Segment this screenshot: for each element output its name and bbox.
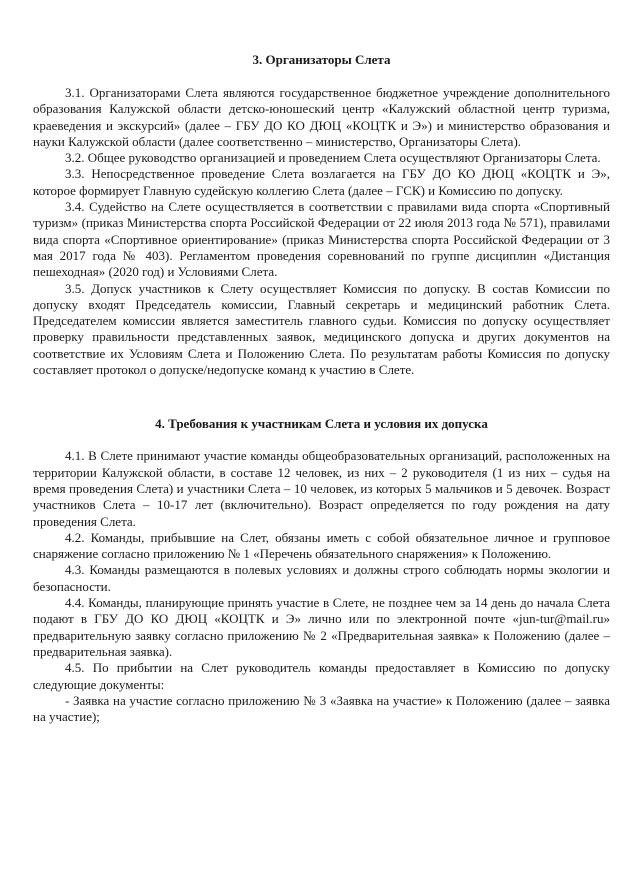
paragraph-3-3: 3.3. Непосредственное проведение Слета возлагается на ГБУ ДО КО ДЮЦ «КОЦТК и Э», которое формирует Главную судейскую коллегию Слета (далее – ГСК) и Комиссию по допуску. (33, 166, 610, 198)
paragraph-4-1: 4.1. В Слете принимают участие команды общеобразовательных организаций, расположенных на территории Калужской области, в составе 12 человек, из них – 2 руководителя (1 из них – судья на время проведения Слета) и участники Слета – 10 человек, из которых 5 мальчиков и 5 девочек. Возраст участников Слета – 10-17 лет (включительно). Возраст определяется по году рождения на дату проведения Слета. (33, 448, 610, 529)
section-4-body (33, 448, 610, 725)
paragraph-3-4: 3.4. Судейство на Слете осуществляется в соответствии с правилами вида спорта «Спортивный туризм» (приказ Министерства спорта Российской Федерации от 22 июля 2013 года № 571), правилами вида спорта «Спортивное ориентирование» (приказ Министерства спорта Российской Федерации от 3 мая 2017 года № 403). Регламентом проведения соревнований по группе дисциплин «Дистанция пешеходная» (2020 год) и Условиями Слета. (33, 199, 610, 280)
paragraph-4-5: 4.5. По прибытии на Слет руководитель команды предоставляет в Комиссию по допуску следующие документы: (33, 660, 610, 692)
paragraph-3-2: 3.2. Общее руководство организацией и проведением Слета осуществляют Организаторы Слета. (65, 150, 601, 166)
paragraph-3-5: 3.5. Допуск участников к Слету осуществляет Комиссия по допуску. В состав Комиссии по допуску входят Председатель комиссии, Главный секретарь и медицинский работник Слета. Председателем комиссии является заместитель главного судьи. Комиссия по допуску осуществляет проверку правильности представленных заявок, медицинского допуска и других документов на соответствие их Условиям Слета и Положению Слета. По результатам работы Комиссия по допуску составляет протокол о допуске/недопуске команд к участию в Слете. (33, 280, 610, 378)
section-3-body (33, 85, 610, 378)
list-item-application: - Заявка на участие согласно приложению № 3 «Заявка на участие» к Положению (далее – заявка на участие); (33, 692, 610, 725)
section-3-title: 3. Организаторы Слета (252, 52, 391, 67)
paragraph-4-2: 4.2. Команды, прибывшие на Слет, обязаны иметь с собой обязательное личное и групповое снаряжение согласно приложению № 1 «Перечень обязательного снаряжения» к Положению. (33, 529, 610, 562)
paragraph-3-1: 3.1. Организаторами Слета являются государственное бюджетное учреждение дополнительного образования Калужской области детско-юношеский центр «Калужский областной центр туризма, краеведения и экскурсий» (далее – ГБУ ДО КО ДЮЦ «КОЦТК и Э») и министерство образования и науки Калужской области (далее соответственно – министерство, Организаторы Слета). (33, 85, 610, 149)
paragraph-4-4: 4.4. Команды, планирующие принять участие в Слете, не позднее чем за 14 день до начала Слета подают в ГБУ ДО КО ДЮЦ «КОЦТК и Э» лично или по электронной почте «jun-tur@mail.ru» предварительную заявку согласно приложению № 2 «Предварительная заявка» к Положению (далее – предварительная заявка). (33, 595, 610, 659)
paragraph-4-3: 4.3. Команды размещаются в полевых условиях и должны строго соблюдать нормы экологии и безопасности. (33, 562, 610, 594)
section-4-title: 4. Требования к участникам Слета и условия их допуска (155, 416, 488, 432)
